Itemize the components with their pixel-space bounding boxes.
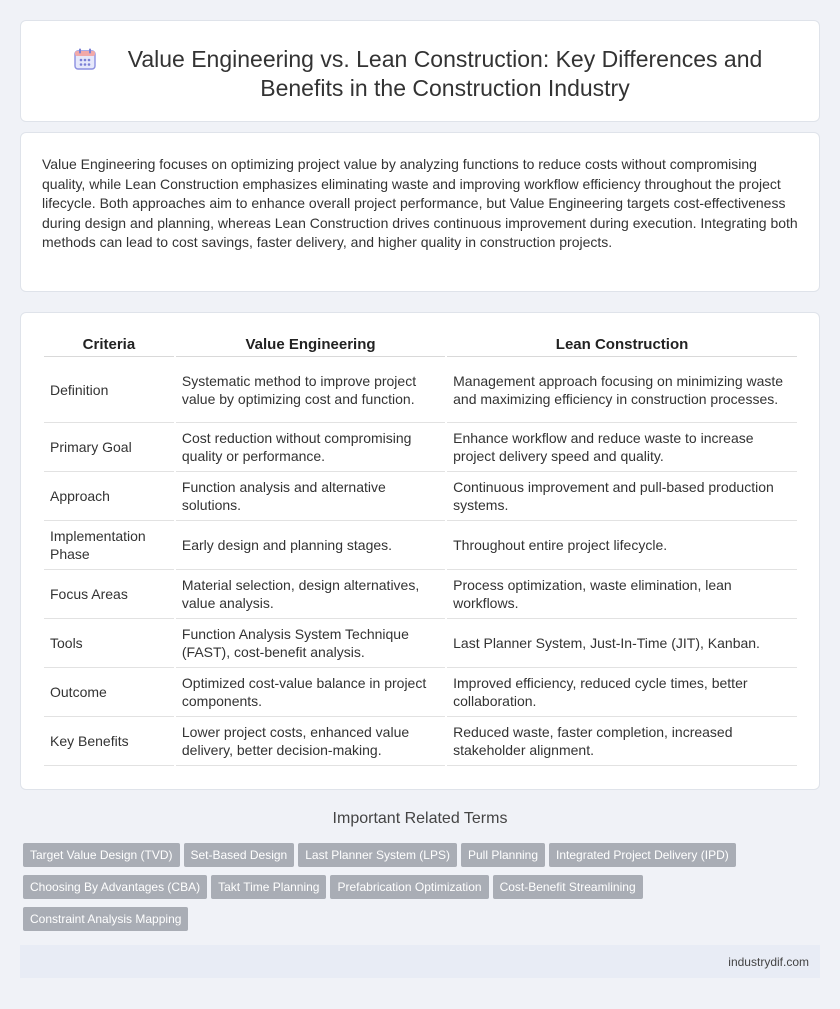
value-engineering-cell: Systematic method to improve project value by optimizing cost and function. [176,357,445,423]
related-term-tag[interactable]: Takt Time Planning [211,875,326,899]
related-terms-heading: Important Related Terms [332,810,508,827]
related-term-tag[interactable]: Constraint Analysis Mapping [23,907,188,931]
intro-paragraph: Value Engineering focuses on optimizing project value by analyzing functions to reduce costs without compromising quality, while Lean Construction emphasizes eliminating waste and improving workflow efficiency throughout the project lifecycle. Both approaches aim to enhance overall project performance, but Value Engineering targets cost-effectiveness during design and planning, whereas Lean Construction drives continuous improvement during execution. Integrating both methods can lead to cost savings, faster delivery, and higher quality in construction projects. [42,156,798,251]
lean-construction-cell: Last Planner System, Just-In-Time (JIT), Kanban. [447,619,797,668]
criteria-cell: Key Benefits [44,717,174,766]
value-engineering-cell: Function analysis and alternative solutions. [176,472,445,521]
lean-construction-cell: Improved efficiency, reduced cycle times, better collaboration. [447,668,797,717]
related-term-tag[interactable]: Pull Planning [461,843,545,867]
value-engineering-cell: Function Analysis System Technique (FAST), cost-benefit analysis. [176,619,445,668]
lean-construction-cell: Reduced waste, faster completion, increased stakeholder alignment. [447,717,797,766]
related-term-tag[interactable]: Prefabrication Optimization [330,875,488,899]
footer [20,945,820,978]
footer-site-link[interactable]: industrydif.com [728,955,809,969]
criteria-cell: Tools [44,619,174,668]
lean-construction-cell: Management approach focusing on minimizing waste and maximizing efficiency in construction processes. [447,357,797,423]
related-term-tag[interactable]: Target Value Design (TVD) [23,843,180,867]
criteria-cell: Outcome [44,668,174,717]
header-lean-construction: Lean Construction [447,333,797,357]
value-engineering-cell: Cost reduction without compromising quality or performance. [176,423,445,472]
table-row [44,570,797,619]
page-title: Value Engineering vs. Lean Construction: Key Differences and Benefits in the Construction Industry [127,46,763,101]
table-header-row [44,333,797,357]
comparison-table [42,333,799,766]
criteria-cell: Approach [44,472,174,521]
value-engineering-cell: Early design and planning stages. [176,521,445,570]
table-row [44,521,797,570]
header-value-engineering: Value Engineering [176,333,445,357]
value-engineering-cell: Lower project costs, enhanced value delivery, better decision-making. [176,717,445,766]
table-row [44,668,797,717]
header-criteria: Criteria [44,333,174,357]
value-engineering-cell: Material selection, design alternatives, value analysis. [176,570,445,619]
criteria-cell: Primary Goal [44,423,174,472]
table-row [44,357,797,423]
table-row [44,619,797,668]
related-term-tag[interactable]: Integrated Project Delivery (IPD) [549,843,736,867]
table-row [44,717,797,766]
related-terms-tags [23,843,803,939]
lean-construction-cell: Continuous improvement and pull-based production systems. [447,472,797,521]
lean-construction-cell: Enhance workflow and reduce waste to increase project delivery speed and quality. [447,423,797,472]
comparison-table-card [20,312,820,790]
table-row [44,472,797,521]
title-card [20,20,820,122]
related-term-tag[interactable]: Cost-Benefit Streamlining [493,875,643,899]
criteria-cell: Definition [44,357,174,423]
lean-construction-cell: Throughout entire project lifecycle. [447,521,797,570]
table-row [44,423,797,472]
related-term-tag[interactable]: Choosing By Advantages (CBA) [23,875,207,899]
lean-construction-cell: Process optimization, waste elimination, lean workflows. [447,570,797,619]
criteria-cell: Implementation Phase [44,521,174,570]
intro-card [20,132,820,292]
related-term-tag[interactable]: Set-Based Design [184,843,295,867]
value-engineering-cell: Optimized cost-value balance in project components. [176,668,445,717]
criteria-cell: Focus Areas [44,570,174,619]
related-term-tag[interactable]: Last Planner System (LPS) [298,843,457,867]
